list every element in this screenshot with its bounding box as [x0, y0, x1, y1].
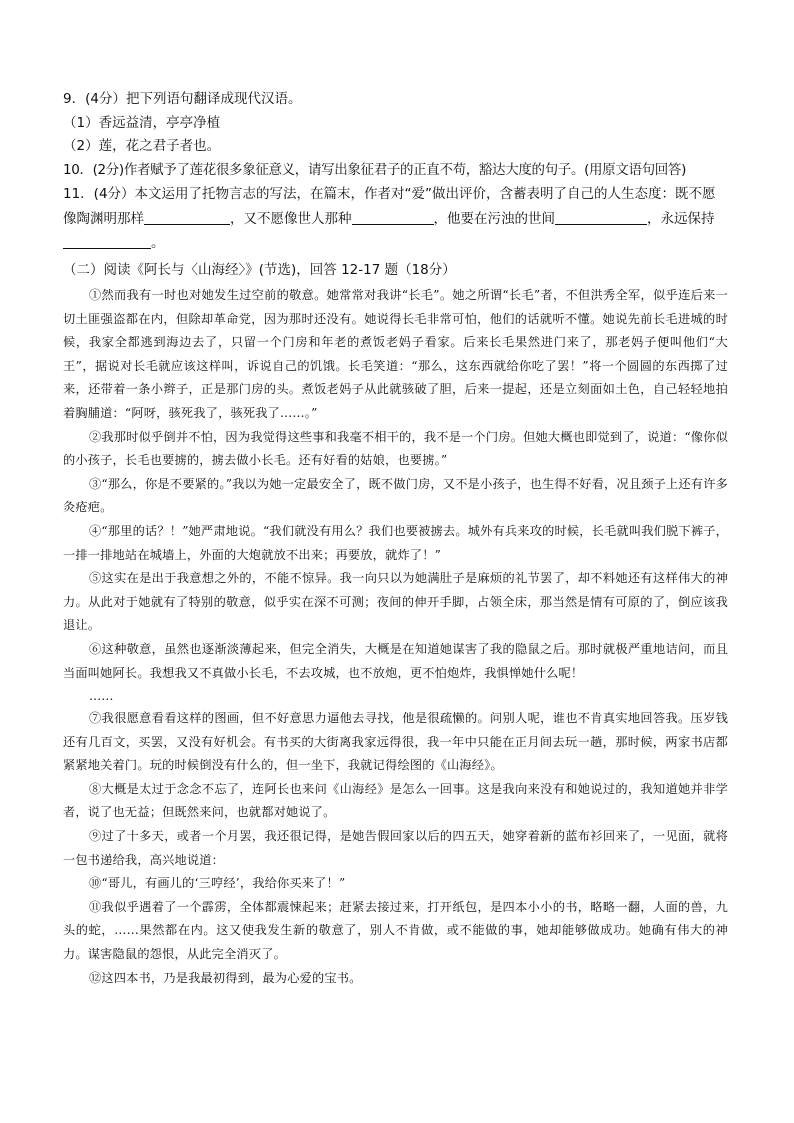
question-11-text-3: ，他要在污浊的世间 — [433, 210, 555, 227]
passage-paragraph-9: ⑨过了十多天，或者一个月罢，我还很记得，是她告假回家以后的四五天，她穿着新的蓝布衫回来了，一见面，就将一包书递给我，高兴地说道： — [63, 829, 728, 867]
answer-blank-4[interactable] — [63, 234, 151, 249]
answer-blank-1[interactable] — [144, 210, 230, 225]
question-11-text-2: ，又不愿像世人那种 — [230, 210, 352, 227]
question-11-text-5: 。 — [151, 235, 165, 251]
passage-paragraph-3: ③“那么，你是不要紧的。”我以为她一定最安全了，既不做门房，又不是小孩子，也生得不好看，况且颈子上还有许多灸疮疤。 — [63, 476, 728, 515]
question-9-item-1: （1）香远益清，亭亭净植 — [63, 114, 221, 131]
passage-paragraph-1: ①然而我有一时也对她发生过空前的敬意。她常常对我讲“长毛”。她之所谓“长毛”者，不但洪秀全军，似乎连后来一切土匪强盗都在内，但除却革命党，因为那时还没有。她说得长毛非常可怕，他们的话就听不懂。她说先前长毛进城的时候，我家全都逃到海边去了，只留一个门房和年老的煮饭老妈子看家。后来长毛果然进门来了，那老妈子便叫他们“大王”，据说对长毛就应该这样叫，诉说自己的饥饿。长毛笑道：“那么，这东西就给你吃了罢！”将一个圆圆的东西掷了过来，还带着一条小辫子，正是那门房的头。煮饭老妈子从此就骇破了胆，后来一提起，还是立刻面如土色，自己轻轻地拍着胸脯道：“阿呀，骇死我了，骇死我了……。” — [63, 288, 728, 420]
answer-blank-2[interactable] — [352, 210, 434, 225]
question-10: 10．(2分)作者赋予了莲花很多象征意义，请写出象征君子的正直不苟，豁达大度的句子。(用原文语句回答) — [63, 161, 686, 178]
section-title: （二）阅读《阿长与〈山海经〉》(节选)，回答 12-17 题（18分） — [63, 261, 456, 278]
passage-paragraph-5: ⑤这实在是出于我意想之外的，不能不惊异。我一向只以为她满肚子是麻烦的礼节罢了，却不料她还有这样伟大的神力。从此对于她就有了特别的敬意，似乎实在深不可测；夜间的伸开手脚，占领全床，那当然是情有可原的了，倒应该我退让。 — [63, 571, 728, 633]
passage-paragraph-8: ⑧大概是太过于念念不忘了，连阿长也来问《山海经》是怎么一回事。这是我向来没有和她说过的，我知道她并非学者，说了也无益；但既然来问，也就都对她说了。 — [63, 781, 728, 820]
question-11 — [63, 182, 728, 256]
reading-passage — [63, 284, 728, 990]
passage-paragraph-7: ⑦我很愿意看看这样的图画，但不好意思力逼他去寻找，他是很疏懒的。问别人呢，谁也不肯真实地回答我。压岁钱还有几百文，买罢，又没有好机会。有书买的大街离我家远得很，我一年中只能在正月间去玩一趟，那时候，两家书店都紧紧地关着门。玩的时候倒没有什么的，但一坐下，我就记得绘图的《山海经》。 — [63, 711, 728, 773]
passage-paragraph-4: ④“那里的话？！”她严肃地说。“我们就没有用么？我们也要被掳去。城外有兵来攻的时候，长毛就叫我们脱下裤子，一排一排地站在城墙上，外面的大炮就放不出来；再要放，就炸了！” — [63, 523, 728, 562]
passage-paragraph-10: ⑩“哥儿，有画儿的‘三哼经’，我给你买来了！” — [89, 876, 346, 891]
question-9-item-2: （2）莲，花之君子者也。 — [63, 138, 221, 154]
passage-paragraph-12: ⑫这四本书，乃是我最初得到，最为心爱的宝书。 — [89, 970, 362, 985]
question-9: 9．(4分）把下列语句翻译成现代汉语。 — [63, 91, 302, 107]
question-11-text-1: 11．(4分）本文运用了托物言志的写法，在篇末，作者对“爱”做出评价，含蓄表明了自己的人生态度：既不愿像陶渊明那样 — [63, 186, 716, 227]
passage-ellipsis: …… — [89, 689, 114, 704]
passage-paragraph-6: ⑥这种敬意，虽然也逐渐淡薄起来，但完全消失，大概是在知道她谋害了我的隐鼠之后。那时就极严重地诘问，而且当面叫她阿长。我想我又不真做小长毛，不去攻城，也不放炮，更不怕炮炸，我惧惮她什么呢！ — [63, 641, 728, 680]
question-11-text-4: ，永远保持 — [647, 210, 715, 227]
passage-paragraph-11: ⑪我似乎遇着了一个霹雳，全体都震悚起来；赶紧去接过来，打开纸包，是四本小小的书，略略一翻，人面的兽，九头的蛇，……果然都在内。这又使我发生新的敬意了，别人不肯做，或不能做的事，她却能够做成功。她确有伟大的神力。谋害隐鼠的怨恨，从此完全消灭了。 — [63, 899, 728, 962]
passage-paragraph-2: ②我那时似乎倒并不怕，因为我觉得这些事和我毫不相干的，我不是一个门房。但她大概也即觉到了，说道：“像你似的小孩子，长毛也要掳的，掳去做小长毛。还有好看的姑娘，也要掳。” — [63, 429, 728, 468]
answer-blank-3[interactable] — [555, 210, 647, 225]
